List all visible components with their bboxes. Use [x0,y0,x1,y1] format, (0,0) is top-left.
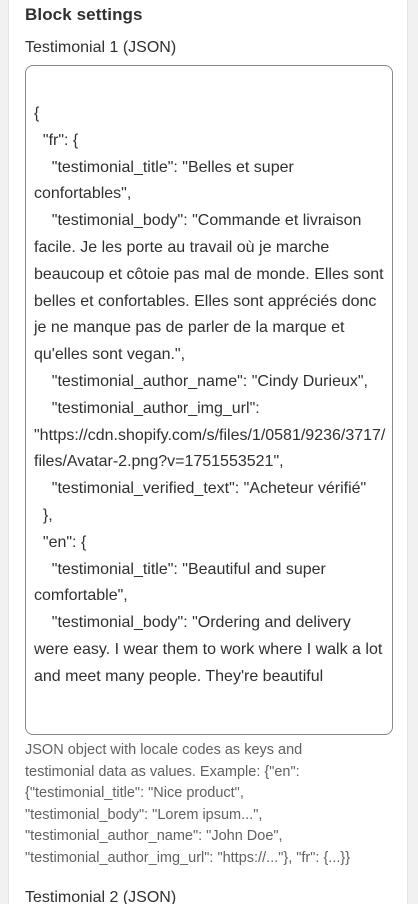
block-settings-panel [8,0,408,904]
testimonial-1-label: Testimonial 1 (JSON) [25,39,177,56]
panel-title: Block settings [25,5,143,24]
testimonial-1-json-value[interactable]: { "fr": { "testimonial_title": "Belles et super confortables", "testimonial_body": "Commande et livraison facile. Je les porte au travail où je marche beaucoup et côtoie pas mal de monde. Elles sont belles et confortables. Elles sont appréciés donc je ne manque pas de parler de la marque et qu'elles sont vegan.", "testimonial_author_name": "Cindy Durieux", "testimonial_author_img_url": "https://cdn.shopify.com/s/files/1/0581/9236/3717/files/Avatar-2.png?v=1751553521", "testimonial_verified_text": "Acheteur vérifié" }, "en": { "testimonial_title": "Beautiful and super comfortable", "testimonial_body": "Ordering and delivery were easy. I wear them to work where I walk a lot and meet many people. They're beautiful [34,105,386,685]
testimonial-2-label: Testimonial 2 (JSON) [25,889,177,904]
testimonial-1-help-text: JSON object with locale codes as keys and testimonial data as values. Example: {"en": {"testimonial_title": "Nice product", "testimonial_body": "Lorem ipsum...", "testimonial_author_name": "John Doe", "testimonial_author_img_url": "https://..."}, "fr": {...}} [25,742,351,866]
testimonial-1-json-textarea[interactable] [25,65,393,735]
